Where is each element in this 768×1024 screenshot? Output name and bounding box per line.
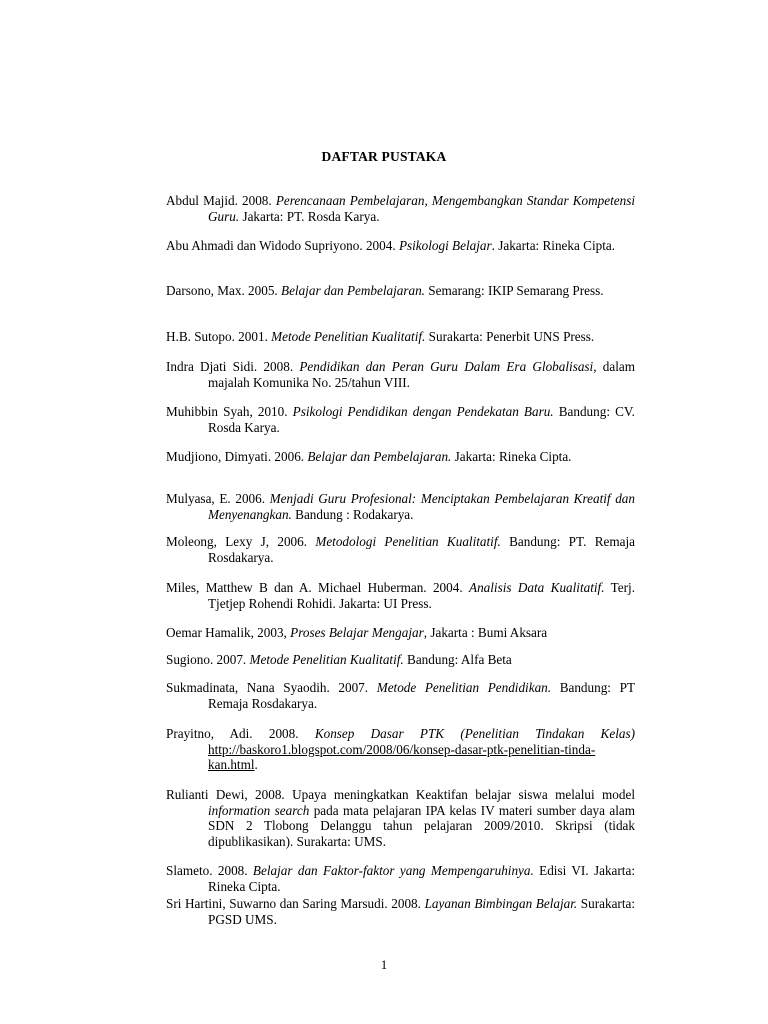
reference-entry [166,283,635,299]
reference-publisher: pada mata pelajaran IPA kelas IV materi sumber daya alam SDN 2 Tlobong Delanggu tahun pelajaran 2009/2010. Skripsi (tidak dipublikasikan). Surakarta: UMS. [208,802,636,849]
reference-title: Konsep Dasar PTK (Penelitian Tindakan Kelas) [314,726,635,741]
reference-title: Pendidikan dan Peran Guru Dalam Era Globalisasi [299,359,594,374]
reference-author-year: Oemar Hamalik, 2003, [166,625,291,640]
reference-title: Belajar dan Faktor-faktor yang Mempengaruhinya. [252,863,534,878]
reference-entry [166,896,635,927]
reference-title: Psikologi Belajar [398,238,492,253]
reference-entry [166,491,635,522]
reference-publisher: Jakarta: PT. Rosda Karya. [239,208,380,224]
reference-author-year: Rulianti Dewi, 2008. Upaya meningkatkan Keaktifan belajar siswa melalui model [166,787,635,802]
reference-entry [166,726,635,773]
reference-author-year: Sri Hartini, Suwarno dan Saring Marsudi. 2008. [166,896,425,911]
reference-author-year: Abdul Majid. 2008. [166,193,276,208]
reference-publisher: , Jakarta : Bumi Aksara [423,625,548,640]
reference-entry [166,359,635,390]
reference-title: Proses Belajar Mengajar [290,625,424,640]
reference-publisher: Jakarta: Rineka Cipta. [451,449,572,464]
reference-author-year: Sugiono. 2007. [166,652,250,667]
reference-author-year: Mulyasa, E. 2006. [166,491,270,506]
reference-author-year: Miles, Matthew B dan A. Michael Huberman. 2004. [166,580,470,595]
reference-author-year: Slameto. 2008. [166,863,253,878]
reference-author-year: Moleong, Lexy J, 2006. [166,534,316,549]
reference-entry [166,193,635,224]
reference-title: Menjadi Guru Profesional: Menciptakan Pembelajaran Kreatif dan Menyenangkan. [208,491,635,522]
reference-publisher: Bandung: CV. Rosda Karya. [208,404,635,435]
reference-entry [166,625,635,641]
reference-publisher: Surakarta: PGSD UMS. [208,896,636,927]
reference-entry [166,580,635,611]
reference-entry [166,534,635,565]
reference-author-year: Abu Ahmadi dan Widodo Supriyono. 2004. [166,238,399,253]
reference-author-year: Muhibbin Syah, 2010. [166,404,293,419]
reference-title: Belajar dan Pembelajaran. [307,449,452,464]
reference-title: Metode Penelitian Kualitatif. [249,652,404,667]
reference-title: Metode Penelitian Kualitatif. [271,329,426,344]
reference-author-year: Sukmadinata, Nana Syaodih. 2007. [166,680,377,695]
reference-link[interactable]: http://baskoro1.blogspot.com/2008/06/konsep-dasar-ptk-penelitian-tinda-kan.html [208,741,596,772]
reference-publisher: Bandung: PT Remaja Rosdakarya. [208,680,635,711]
reference-publisher: , dalam majalah Komunika No. 25/tahun VIII. [208,359,635,390]
reference-publisher: Terj. Tjetjep Rohendi Rohidi. Jakarta: UI Press. [208,580,635,611]
reference-title: Metodologi Penelitian Kualitatif. [315,534,501,549]
reference-entry [166,329,635,345]
reference-author-year: Prayitno, Adi. 2008. [166,726,315,741]
reference-title: Analisis Data Kualitatif. [469,580,605,595]
reference-title: Layanan Bimbingan Belajar. [424,896,578,911]
reference-publisher: Bandung: PT. Remaja Rosdakarya. [208,534,635,565]
reference-author-year: Darsono, Max. 2005. [166,283,282,298]
reference-publisher: . Jakarta: Rineka Cipta. [491,238,616,253]
reference-title: Perencanaan Pembelajaran, Mengembangkan Standar Kompetensi Guru. [208,193,635,224]
reference-author-year: Mudjiono, Dimyati. 2006. [166,449,308,464]
reference-author-year: H.B. Sutopo. 2001. [166,329,272,344]
reference-entry [166,652,635,668]
reference-publisher: . [254,757,258,772]
reference-title: Metode Penelitian Pendidikan. [376,680,552,695]
reference-title: Belajar dan Pembelajaran. [281,283,425,298]
page-title: DAFTAR PUSTAKA [321,149,447,164]
reference-entry [166,404,635,435]
reference-publisher: Surakarta: Penerbit UNS Press. [425,329,595,344]
reference-publisher: Bandung: Alfa Beta [403,652,512,667]
reference-entry [166,863,635,894]
reference-entry [166,680,635,711]
page-number: 1 [380,957,388,972]
reference-publisher: Semarang: IKIP Semarang Press. [424,283,604,298]
reference-publisher: Edisi VI. Jakarta: Rineka Cipta. [208,863,635,894]
reference-title: Psikologi Pendidikan dengan Pendekatan Baru. [292,404,554,419]
reference-title: information search [208,802,310,818]
reference-publisher: Bandung : Rodakarya. [291,506,414,522]
reference-entry [166,449,635,465]
reference-entry [166,238,635,254]
reference-author-year: Indra Djati Sidi. 2008. [166,359,300,374]
reference-entry [166,787,635,849]
